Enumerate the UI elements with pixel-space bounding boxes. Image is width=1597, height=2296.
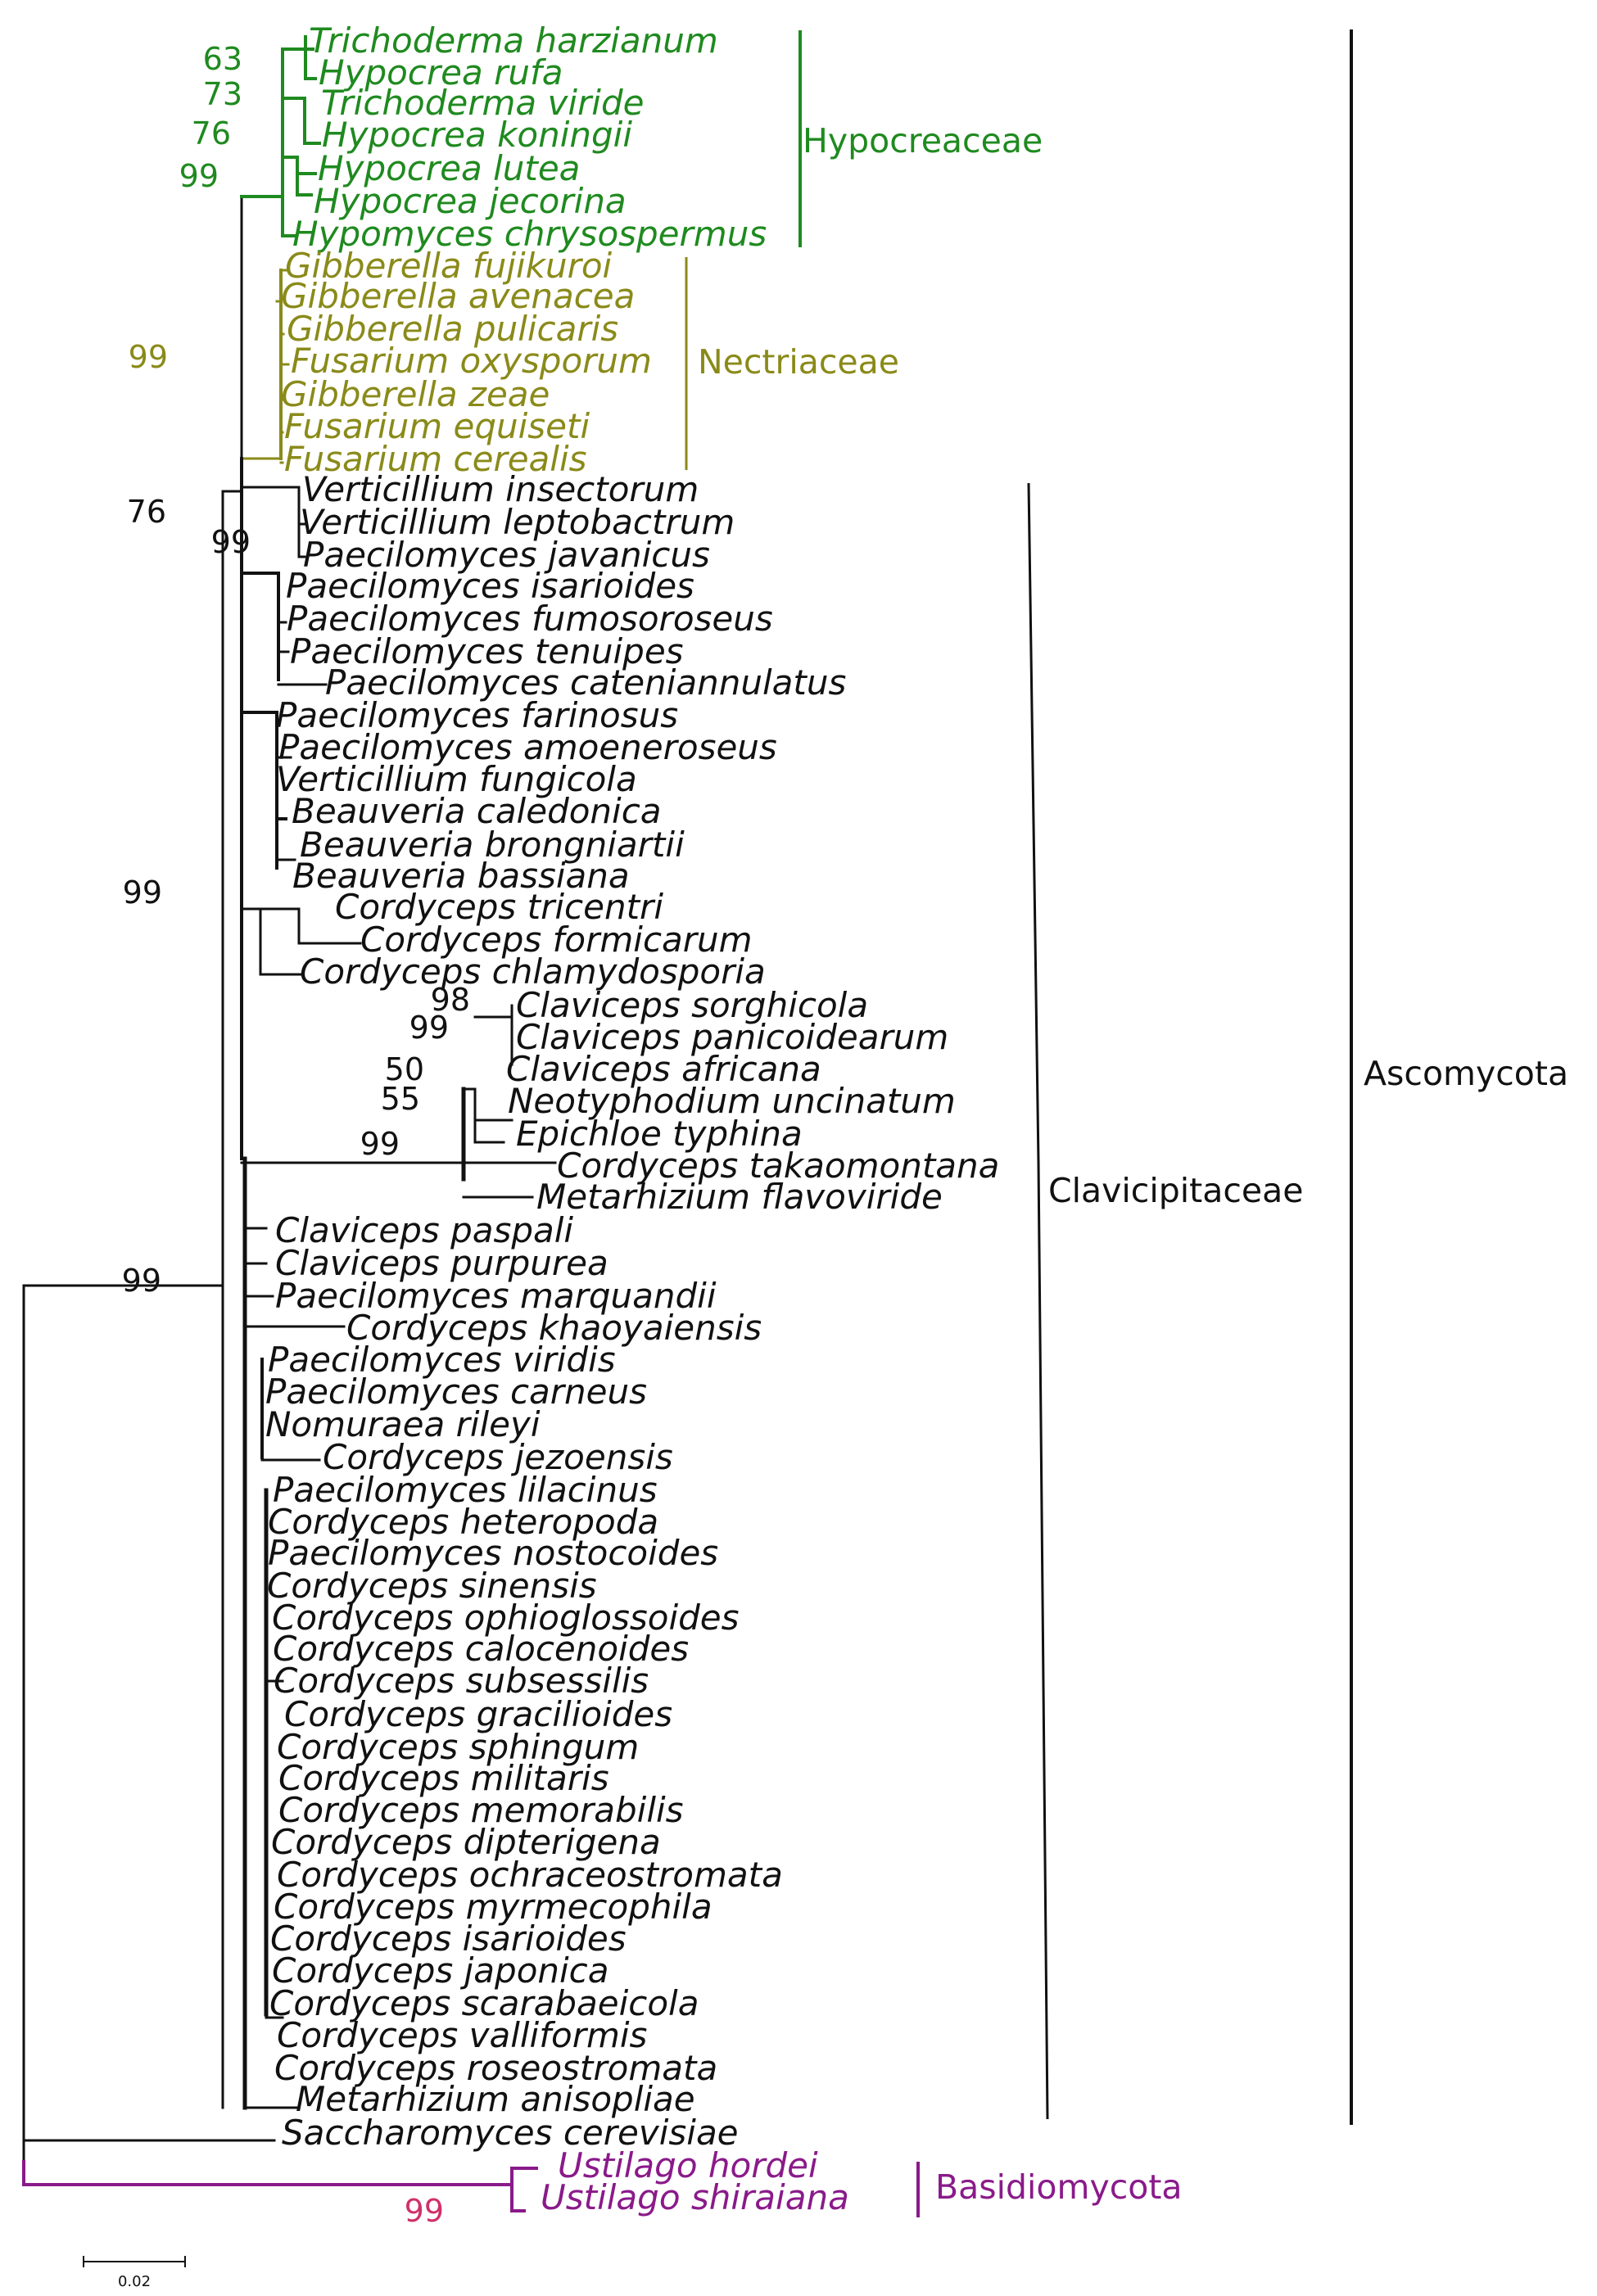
taxon-label: Neotyphodium uncinatum bbox=[508, 1081, 956, 1121]
taxon-label: Trichoderma harzianum bbox=[309, 20, 718, 61]
taxon-label: Cordyceps tricentri bbox=[335, 887, 663, 927]
taxon-label: Paecilomyces cateniannulatus bbox=[325, 662, 847, 703]
taxon-label: Paecilomyces lilacinus bbox=[273, 1470, 658, 1510]
taxon-label: Claviceps africana bbox=[506, 1049, 821, 1089]
taxon-label: Cordyceps ophioglossoides bbox=[272, 1598, 740, 1638]
taxon-label: Beauveria brongniartii bbox=[300, 825, 685, 865]
taxon-label: Hypocrea jecorina bbox=[314, 181, 627, 221]
taxon-label: Cordyceps sphingum bbox=[277, 1727, 640, 1767]
taxon-label: Claviceps sorghicola bbox=[516, 985, 869, 1025]
taxon-label: Hypocrea lutea bbox=[318, 148, 581, 188]
taxon-label: Nomuraea rileyi bbox=[265, 1404, 541, 1444]
taxon-label: Claviceps paspali bbox=[275, 1210, 574, 1250]
taxon-label: Fusarium equiseti bbox=[284, 406, 590, 446]
taxon-label: Paecilomyces fumosoroseus bbox=[287, 599, 773, 639]
taxon-label: Cordyceps roseostromata bbox=[274, 2048, 718, 2088]
scale-bar-label: 0.02 bbox=[117, 2273, 152, 2290]
taxon-label: Cordyceps calocenoides bbox=[273, 1629, 690, 1669]
taxon-label: Fusarium oxysporum bbox=[291, 341, 652, 381]
taxon-label: Paecilomyces javanicus bbox=[303, 535, 710, 575]
taxon-label: Cordyceps dipterigena bbox=[271, 1822, 661, 1862]
taxon-label: Ustilago shiraiana bbox=[541, 2177, 849, 2217]
taxon-label: Cordyceps heteropoda bbox=[268, 1502, 659, 1542]
taxon-label: Paecilomyces tenuipes bbox=[290, 631, 684, 671]
taxon-label: Trichoderma viride bbox=[321, 83, 645, 123]
taxon-label: Gibberella fujikuroi bbox=[285, 246, 613, 286]
bootstrap-value: 99 bbox=[210, 524, 251, 560]
taxon-label: Beauveria bassiana bbox=[292, 856, 630, 896]
bootstrap-value: 99 bbox=[179, 158, 219, 194]
bootstrap-value: 99 bbox=[121, 1263, 161, 1299]
clade-label: Clavicipitaceae bbox=[1048, 1171, 1304, 1210]
taxon-label: Cordyceps sinensis bbox=[267, 1566, 597, 1606]
bootstrap-value: 99 bbox=[360, 1126, 400, 1162]
bootstrap-value: 98 bbox=[430, 982, 470, 1018]
taxon-label: Cordyceps memorabilis bbox=[278, 1790, 684, 1830]
taxon-label: Cordyceps valliformis bbox=[277, 2015, 648, 2055]
clade-label: Basidiomycota bbox=[935, 2167, 1183, 2207]
taxon-label: Fusarium cerealis bbox=[284, 439, 587, 479]
taxon-label: Paecilomyces viridis bbox=[268, 1340, 616, 1380]
taxon-label: Paecilomyces amoeneroseus bbox=[278, 727, 777, 767]
taxon-label: Cordyceps takaomontana bbox=[557, 1146, 1000, 1186]
bootstrap-value: 99 bbox=[128, 339, 168, 375]
taxon-label: Cordyceps militaris bbox=[278, 1758, 609, 1798]
clade-bracket bbox=[1038, 1163, 1047, 2119]
taxon-label: Hypocrea koningii bbox=[322, 115, 633, 155]
taxon-label: Paecilomyces marquandii bbox=[275, 1276, 717, 1316]
bootstrap-value: 63 bbox=[202, 41, 242, 77]
taxon-label: Hypomyces chrysospermus bbox=[292, 214, 767, 254]
taxon-label: Claviceps purpurea bbox=[275, 1243, 608, 1283]
taxon-label: Paecilomyces carneus bbox=[265, 1372, 648, 1412]
taxon-label: Beauveria caledonica bbox=[292, 791, 662, 831]
taxon-label: Cordyceps scarabaeicola bbox=[269, 1983, 699, 2023]
taxon-label: Verticillium leptobactrum bbox=[300, 502, 735, 542]
bootstrap-value: 76 bbox=[126, 494, 166, 530]
bootstrap-value: 55 bbox=[380, 1081, 420, 1117]
taxon-label: Gibberella zeae bbox=[281, 374, 550, 414]
taxon-label: Cordyceps gracilioides bbox=[284, 1694, 673, 1734]
taxon-label: Cordyceps ochraceostromata bbox=[277, 1855, 783, 1895]
taxon-label: Paecilomyces nostocoides bbox=[268, 1533, 719, 1573]
taxon-label: Gibberella avenacea bbox=[281, 276, 636, 316]
scale-bar bbox=[84, 2256, 185, 2290]
taxon-label: Cordyceps subsessilis bbox=[274, 1661, 649, 1701]
taxon-label: Cordyceps isarioides bbox=[270, 1919, 627, 1959]
taxon-label: Saccharomyces cerevisiae bbox=[282, 2113, 739, 2153]
taxon-label: Ustilago hordei bbox=[558, 2145, 818, 2185]
taxon-label: Cordyceps khaoyaiensis bbox=[346, 1308, 762, 1348]
clade-bracket bbox=[1029, 483, 1038, 1163]
taxon-label: Cordyceps myrmecophila bbox=[274, 1887, 713, 1927]
taxon-label: Gibberella pulicaris bbox=[287, 309, 619, 349]
taxon-label: Cordyceps formicarum bbox=[360, 920, 753, 960]
taxon-label: Hypocrea rufa bbox=[319, 52, 563, 93]
taxon-label: Metarhizium anisopliae bbox=[296, 2079, 695, 2119]
bootstrap-value: 99 bbox=[404, 2193, 444, 2229]
bootstrap-value: 99 bbox=[122, 875, 162, 911]
clade-label: Hypocreaceae bbox=[803, 121, 1043, 160]
taxon-label: Claviceps panicoidearum bbox=[516, 1017, 949, 1057]
taxon-label: Paecilomyces farinosus bbox=[276, 695, 679, 735]
taxon-label: Paecilomyces isarioides bbox=[286, 566, 694, 606]
taxon-label: Epichloe typhina bbox=[516, 1114, 803, 1154]
bootstrap-value: 50 bbox=[384, 1051, 424, 1087]
taxon-label: Metarhizium flavoviride bbox=[536, 1177, 943, 1217]
clade-label: Nectriaceae bbox=[698, 342, 899, 382]
clade-label: Ascomycota bbox=[1364, 1054, 1569, 1093]
bootstrap-value: 73 bbox=[202, 76, 242, 112]
taxon-label: Verticillium insectorum bbox=[302, 469, 699, 509]
taxon-label: Cordyceps chlamydosporia bbox=[300, 951, 766, 992]
bootstrap-value: 76 bbox=[191, 115, 231, 151]
taxon-label: Cordyceps jezoensis bbox=[323, 1437, 673, 1477]
bootstrap-value: 99 bbox=[409, 1010, 449, 1046]
taxon-label: Verticillium fungicola bbox=[276, 759, 637, 799]
taxon-label: Cordyceps japonica bbox=[272, 1950, 609, 1991]
